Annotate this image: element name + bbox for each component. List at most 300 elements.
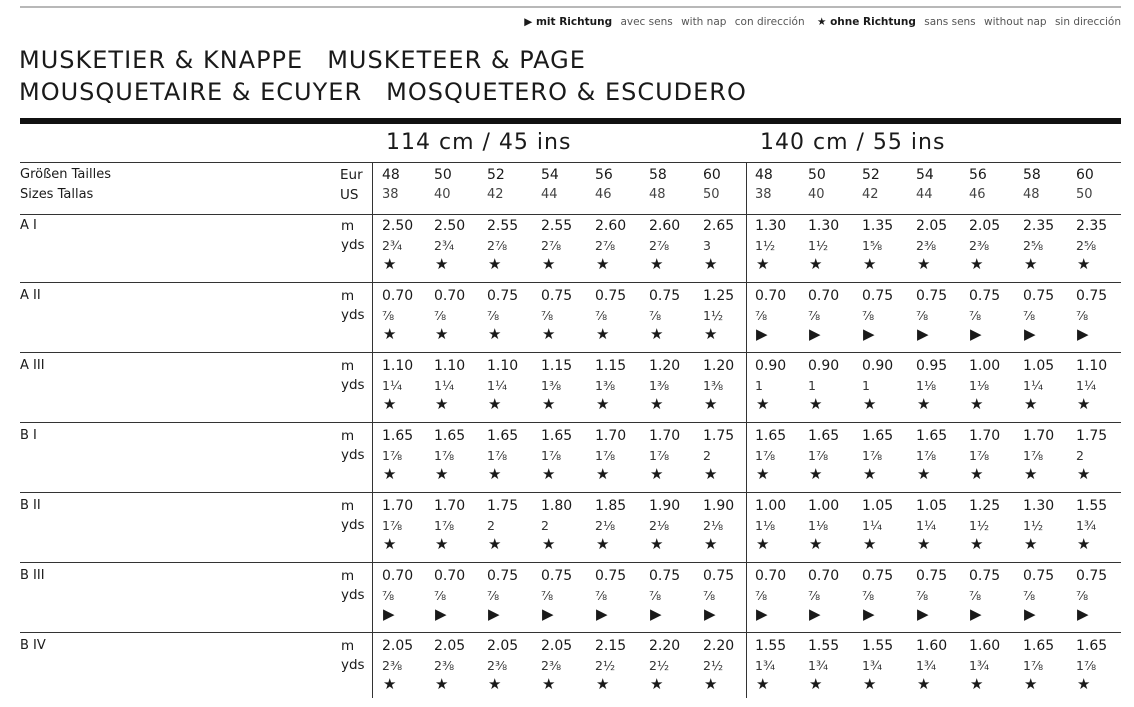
size-us: 46 <box>969 187 986 202</box>
yardage-metres: 1.25 <box>969 498 1001 514</box>
yardage-yards: 2⅞ <box>487 238 508 253</box>
yardage-yards: 1⅞ <box>487 448 508 463</box>
size-eur: 48 <box>382 167 400 183</box>
yardage-metres: 1.15 <box>541 358 573 374</box>
yardage-metres: 1.70 <box>649 428 681 444</box>
nap-symbol: ★ <box>756 255 770 273</box>
fabric-width-114: 114 cm / 45 ins <box>386 130 572 155</box>
view-label: B II <box>20 498 41 513</box>
title-french: MOUSQUETAIRE & ECUYER <box>19 78 363 106</box>
yardage-yards: ⅞ <box>808 588 821 603</box>
yardage-yards: ⅞ <box>595 308 608 323</box>
yardage-metres: 1.65 <box>862 428 894 444</box>
yardage-yards: ⅞ <box>595 588 608 603</box>
size-eur: 60 <box>1076 167 1094 183</box>
without-nap-es: sin dirección <box>1054 16 1121 28</box>
yardage-yards: 2⅜ <box>916 238 937 253</box>
yardage-yards: 1¼ <box>382 378 403 393</box>
view-label: B IV <box>20 638 46 653</box>
yardage-metres: 1.10 <box>1076 358 1108 374</box>
yardage-metres: 2.05 <box>916 218 948 234</box>
nap-symbol: ★ <box>488 255 502 273</box>
yardage-yards: 1¼ <box>916 518 937 533</box>
yardage-yards: ⅞ <box>1076 308 1089 323</box>
nap-symbol: ▶ <box>704 605 716 623</box>
size-us: 44 <box>916 187 933 202</box>
unit-metric: m <box>341 428 355 444</box>
yardage-yards: ⅞ <box>862 588 875 603</box>
yardage-yards: 2 <box>487 518 495 533</box>
yardage-yards: 1¾ <box>1076 518 1097 533</box>
top-divider <box>20 6 1121 8</box>
nap-symbol: ▶ <box>863 605 875 623</box>
nap-symbol: ▶ <box>1077 605 1089 623</box>
yardage-metres: 0.75 <box>487 288 519 304</box>
yardage-metres: 1.55 <box>808 638 840 654</box>
nap-symbol: ★ <box>1077 255 1091 273</box>
unit-metric: m <box>341 568 355 584</box>
nap-symbol: ★ <box>704 465 718 483</box>
nap-symbol: ★ <box>542 675 556 693</box>
yardage-metres: 1.65 <box>434 428 466 444</box>
with-nap-en: with nap <box>681 16 727 28</box>
yardage-yards: ⅞ <box>1023 308 1036 323</box>
yardage-metres: 1.85 <box>595 498 627 514</box>
unit-imperial: yds <box>341 517 365 533</box>
nap-symbol: ★ <box>1024 535 1038 553</box>
yardage-yards: 2⅛ <box>595 518 616 533</box>
size-eur: 60 <box>703 167 721 183</box>
yardage-metres: 2.65 <box>703 218 735 234</box>
view-label: A II <box>20 288 41 303</box>
yardage-yards: 1 <box>862 378 870 393</box>
yardage-metres: 0.75 <box>1023 288 1055 304</box>
yardage-metres: 0.75 <box>649 568 681 584</box>
yardage-yards: 2⅜ <box>487 658 508 673</box>
yardage-metres: 1.10 <box>382 358 414 374</box>
yardage-metres: 1.30 <box>755 218 787 234</box>
size-eur: 50 <box>808 167 826 183</box>
yardage-yards: 1⅞ <box>434 448 455 463</box>
yardage-metres: 0.75 <box>595 288 627 304</box>
yardage-yards: 2 <box>541 518 549 533</box>
nap-symbol: ★ <box>809 465 823 483</box>
nap-symbol: ★ <box>435 675 449 693</box>
yardage-yards: ⅞ <box>916 588 929 603</box>
nap-symbol: ★ <box>970 675 984 693</box>
yardage-yards: 1⅜ <box>595 378 616 393</box>
nap-symbol: ★ <box>435 325 449 343</box>
nap-symbol: ★ <box>809 675 823 693</box>
yardage-yards: 2 <box>703 448 711 463</box>
size-us: 40 <box>434 187 451 202</box>
yardage-metres: 1.65 <box>1076 638 1108 654</box>
yardage-metres: 1.00 <box>808 498 840 514</box>
yardage-metres: 1.35 <box>862 218 894 234</box>
yardage-metres: 1.55 <box>755 638 787 654</box>
yardage-yards: 1 <box>808 378 816 393</box>
nap-symbol: ★ <box>809 395 823 413</box>
yardage-yards: 1⅞ <box>649 448 670 463</box>
yardage-metres: 1.20 <box>703 358 735 374</box>
yardage-metres: 1.55 <box>1076 498 1108 514</box>
nap-symbol: ★ <box>809 535 823 553</box>
yardage-metres: 0.70 <box>808 568 840 584</box>
size-eur: 58 <box>649 167 667 183</box>
nap-symbol: ★ <box>596 255 610 273</box>
row-rule <box>20 352 1121 353</box>
yardage-metres: 0.70 <box>755 288 787 304</box>
yardage-metres: 1.70 <box>1023 428 1055 444</box>
yardage-yards: 1⅞ <box>1076 658 1097 673</box>
nap-symbol: ▶ <box>809 605 821 623</box>
yardage-metres: 1.60 <box>969 638 1001 654</box>
yardage-yards: ⅞ <box>755 308 768 323</box>
yardage-metres: 1.70 <box>434 498 466 514</box>
nap-symbol: ★ <box>488 325 502 343</box>
yardage-yards: 1¾ <box>916 658 937 673</box>
yardage-metres: 2.35 <box>1076 218 1108 234</box>
yardage-metres: 2.15 <box>595 638 627 654</box>
yardage-yards: 1⅜ <box>541 378 562 393</box>
nap-symbol: ★ <box>488 535 502 553</box>
yardage-yards: 1⅞ <box>808 448 829 463</box>
page-title-line2 <box>19 78 747 106</box>
nap-symbol: ★ <box>542 255 556 273</box>
yardage-metres: 1.00 <box>969 358 1001 374</box>
nap-symbol: ▶ <box>650 605 662 623</box>
yardage-yards: 1⅜ <box>703 378 724 393</box>
size-eur: 54 <box>541 167 559 183</box>
view-label: A III <box>20 358 45 373</box>
nap-symbol: ▶ <box>435 605 447 623</box>
yardage-metres: 0.75 <box>969 288 1001 304</box>
nap-symbol: ▶ <box>596 605 608 623</box>
nap-symbol: ★ <box>756 395 770 413</box>
unit-imperial: yds <box>341 657 365 673</box>
yardage-metres: 2.20 <box>649 638 681 654</box>
yardage-metres: 1.65 <box>1023 638 1055 654</box>
row-rule <box>20 562 1121 563</box>
nap-symbol: ★ <box>1077 675 1091 693</box>
yardage-yards: ⅞ <box>434 588 447 603</box>
size-eur: 56 <box>969 167 987 183</box>
yardage-metres: 0.70 <box>382 568 414 584</box>
nap-symbol: ★ <box>917 255 931 273</box>
yardage-yards: 2⅞ <box>595 238 616 253</box>
yardage-yards: 2½ <box>703 658 724 673</box>
nap-symbol: ▶ <box>383 605 395 623</box>
yardage-yards: 2⅛ <box>649 518 670 533</box>
nap-symbol: ★ <box>704 395 718 413</box>
yardage-metres: 1.20 <box>649 358 681 374</box>
size-eur: 52 <box>487 167 505 183</box>
size-us: 42 <box>862 187 879 202</box>
yardage-yards: 1¼ <box>862 518 883 533</box>
yardage-yards: 2⅜ <box>434 658 455 673</box>
unit-imperial: yds <box>341 237 365 253</box>
size-eur: 56 <box>595 167 613 183</box>
size-us: 50 <box>703 187 720 202</box>
yardage-yards: 1⅞ <box>434 518 455 533</box>
yardage-yards: 1¼ <box>434 378 455 393</box>
yardage-metres: 1.30 <box>1023 498 1055 514</box>
title-german: MUSKETIER & KNAPPE <box>19 46 304 74</box>
row-rule <box>20 422 1121 423</box>
yardage-yards: ⅞ <box>382 308 395 323</box>
yardage-metres: 1.10 <box>434 358 466 374</box>
yardage-metres: 1.75 <box>1076 428 1108 444</box>
row-rule <box>20 282 1121 283</box>
nap-symbol: ▶ <box>809 325 821 343</box>
nap-symbol: ★ <box>435 535 449 553</box>
yardage-yards: 1 <box>755 378 763 393</box>
view-label: B I <box>20 428 37 443</box>
yardage-yards: 2¾ <box>434 238 455 253</box>
yardage-metres: 0.75 <box>916 288 948 304</box>
size-us: 42 <box>487 187 504 202</box>
eur-label: Eur <box>340 167 363 183</box>
nap-symbol: ★ <box>1024 255 1038 273</box>
yardage-metres: 1.05 <box>916 498 948 514</box>
nap-symbol: ★ <box>704 325 718 343</box>
yardage-metres: 1.55 <box>862 638 894 654</box>
nap-symbol: ★ <box>650 325 664 343</box>
yardage-metres: 1.25 <box>703 288 735 304</box>
yardage-yards: ⅞ <box>382 588 395 603</box>
yardage-yards: 2⅝ <box>1023 238 1044 253</box>
unit-imperial: yds <box>341 377 365 393</box>
yardage-yards: 1¾ <box>808 658 829 673</box>
yardage-yards: ⅞ <box>755 588 768 603</box>
yardage-yards: 1¾ <box>862 658 883 673</box>
yardage-metres: 2.50 <box>382 218 414 234</box>
nap-symbol: ★ <box>650 465 664 483</box>
size-us: 48 <box>1023 187 1040 202</box>
yardage-yards: 1¼ <box>1076 378 1097 393</box>
nap-symbol: ★ <box>650 255 664 273</box>
yardage-yards: 2⅝ <box>1076 238 1097 253</box>
size-eur: 48 <box>755 167 773 183</box>
yardage-metres: 1.70 <box>595 428 627 444</box>
nap-symbol: ★ <box>542 535 556 553</box>
yardage-yards: 1¾ <box>755 658 776 673</box>
yardage-yards: 2⅜ <box>541 658 562 673</box>
nap-symbol: ★ <box>917 465 931 483</box>
us-label: US <box>340 187 359 203</box>
yardage-metres: 0.75 <box>487 568 519 584</box>
nap-symbol: ★ <box>1024 465 1038 483</box>
nap-symbol: ★ <box>863 395 877 413</box>
yardage-yards: 2⅞ <box>541 238 562 253</box>
nap-symbol: ▶ <box>917 325 929 343</box>
title-spanish: MOSQUETERO & ESCUDERO <box>386 78 747 106</box>
nap-symbol: ★ <box>1077 535 1091 553</box>
yardage-yards: 2½ <box>595 658 616 673</box>
yardage-metres: 1.65 <box>541 428 573 444</box>
size-label-en-es: Sizes Tallas <box>20 187 94 202</box>
yardage-yards: ⅞ <box>862 308 875 323</box>
nap-symbol: ★ <box>650 675 664 693</box>
page-title-line1 <box>19 46 586 74</box>
nap-symbol: ★ <box>488 465 502 483</box>
nap-symbol: ▶ <box>863 325 875 343</box>
nap-symbol: ★ <box>1024 395 1038 413</box>
nap-symbol: ★ <box>863 535 877 553</box>
without-nap-en: without nap <box>984 16 1047 28</box>
yardage-metres: 0.70 <box>434 568 466 584</box>
with-nap-fr: avec sens <box>620 16 673 28</box>
nap-symbol: ★ <box>383 465 397 483</box>
yardage-yards: 1⅞ <box>755 448 776 463</box>
nap-symbol: ★ <box>650 535 664 553</box>
yardage-metres: 1.65 <box>808 428 840 444</box>
nap-symbol: ★ <box>917 395 931 413</box>
yardage-yards: 1⅞ <box>541 448 562 463</box>
nap-symbol: ★ <box>809 255 823 273</box>
yardage-yards: 1⅞ <box>916 448 937 463</box>
yardage-metres: 0.75 <box>541 288 573 304</box>
nap-symbol: ★ <box>596 535 610 553</box>
yardage-yards: ⅞ <box>434 308 447 323</box>
yardage-metres: 0.75 <box>541 568 573 584</box>
yardage-yards: 3 <box>703 238 711 253</box>
view-label: B III <box>20 568 45 583</box>
yardage-metres: 1.10 <box>487 358 519 374</box>
yardage-yards: 1⅞ <box>1023 448 1044 463</box>
size-eur: 58 <box>1023 167 1041 183</box>
nap-symbol: ★ <box>863 465 877 483</box>
nap-symbol: ★ <box>863 255 877 273</box>
size-us: 38 <box>755 187 772 202</box>
size-eur: 54 <box>916 167 934 183</box>
nap-symbol: ★ <box>542 395 556 413</box>
yardage-yards: 1⅛ <box>969 378 990 393</box>
yardage-metres: 2.05 <box>434 638 466 654</box>
yardage-metres: 2.55 <box>541 218 573 234</box>
yardage-yards: 1⅛ <box>755 518 776 533</box>
unit-metric: m <box>341 358 355 374</box>
nap-symbol: ★ <box>383 255 397 273</box>
size-us: 38 <box>382 187 399 202</box>
yardage-yards: ⅞ <box>808 308 821 323</box>
without-nap-fr: sans sens <box>924 16 976 28</box>
yardage-metres: 0.75 <box>1076 568 1108 584</box>
nap-symbol: ★ <box>970 395 984 413</box>
nap-symbol: ★ <box>383 535 397 553</box>
yardage-yards: ⅞ <box>703 588 716 603</box>
yardage-metres: 0.90 <box>755 358 787 374</box>
unit-imperial: yds <box>341 587 365 603</box>
nap-legend <box>524 16 1121 28</box>
size-us: 46 <box>595 187 612 202</box>
unit-metric: m <box>341 218 355 234</box>
row-rule <box>20 214 1121 215</box>
unit-metric: m <box>341 638 355 654</box>
nap-symbol: ▶ <box>970 325 982 343</box>
yardage-yards: 1⅜ <box>649 378 670 393</box>
yardage-metres: 1.05 <box>1023 358 1055 374</box>
unit-metric: m <box>341 498 355 514</box>
yardage-metres: 0.90 <box>862 358 894 374</box>
nap-symbol: ★ <box>435 465 449 483</box>
nap-symbol: ▶ <box>970 605 982 623</box>
yardage-metres: 2.20 <box>703 638 735 654</box>
header-rule <box>20 162 1121 163</box>
yardage-yards: 2 <box>1076 448 1084 463</box>
yardage-yards: ⅞ <box>649 588 662 603</box>
size-us: 48 <box>649 187 666 202</box>
yardage-yards: 1½ <box>969 518 990 533</box>
fabric-requirements-table <box>0 128 1134 707</box>
yardage-metres: 0.75 <box>1076 288 1108 304</box>
nap-symbol: ★ <box>596 325 610 343</box>
yardage-yards: 1½ <box>755 238 776 253</box>
fabric-width-140: 140 cm / 55 ins <box>760 130 946 155</box>
size-eur: 52 <box>862 167 880 183</box>
yardage-metres: 1.15 <box>595 358 627 374</box>
width-divider-rule <box>746 162 747 698</box>
nap-symbol: ★ <box>383 395 397 413</box>
yardage-metres: 1.00 <box>755 498 787 514</box>
yardage-metres: 0.75 <box>703 568 735 584</box>
yardage-metres: 2.05 <box>382 638 414 654</box>
yardage-metres: 1.80 <box>541 498 573 514</box>
yardage-yards: 1⅞ <box>862 448 883 463</box>
yardage-yards: ⅞ <box>916 308 929 323</box>
yardage-metres: 0.70 <box>755 568 787 584</box>
yardage-metres: 0.90 <box>808 358 840 374</box>
unit-metric: m <box>341 288 355 304</box>
yardage-yards: ⅞ <box>969 308 982 323</box>
yardage-metres: 0.75 <box>1023 568 1055 584</box>
yardage-metres: 2.05 <box>541 638 573 654</box>
nap-symbol: ★ <box>970 465 984 483</box>
yardage-metres: 1.90 <box>649 498 681 514</box>
yardage-yards: 1⅞ <box>382 518 403 533</box>
yardage-yards: 2⅛ <box>703 518 724 533</box>
yardage-yards: 1¼ <box>487 378 508 393</box>
yardage-yards: 2¾ <box>382 238 403 253</box>
nap-symbol: ★ <box>917 535 931 553</box>
nap-symbol: ▶ <box>1024 605 1036 623</box>
yardage-yards: 1⅞ <box>382 448 403 463</box>
size-us: 40 <box>808 187 825 202</box>
yardage-metres: 0.75 <box>969 568 1001 584</box>
size-us: 44 <box>541 187 558 202</box>
yardage-yards: 2⅞ <box>649 238 670 253</box>
view-label: A I <box>20 218 37 233</box>
nap-symbol: ▶ <box>488 605 500 623</box>
yardage-yards: ⅞ <box>487 308 500 323</box>
yardage-yards: ⅞ <box>649 308 662 323</box>
yardage-yards: ⅞ <box>1076 588 1089 603</box>
nap-symbol: ★ <box>542 325 556 343</box>
nap-symbol: ★ <box>1077 395 1091 413</box>
yardage-yards: ⅞ <box>541 308 554 323</box>
yardage-yards: ⅞ <box>487 588 500 603</box>
yardage-yards: ⅞ <box>1023 588 1036 603</box>
yardage-metres: 0.75 <box>649 288 681 304</box>
size-us: 50 <box>1076 187 1093 202</box>
nap-symbol: ★ <box>383 325 397 343</box>
nap-symbol: ▶ <box>1077 325 1089 343</box>
yardage-yards: 1¾ <box>969 658 990 673</box>
nap-symbol: ★ <box>756 465 770 483</box>
yardage-yards: 1⅞ <box>1023 658 1044 673</box>
nap-symbol: ★ <box>970 255 984 273</box>
yardage-metres: 0.75 <box>595 568 627 584</box>
